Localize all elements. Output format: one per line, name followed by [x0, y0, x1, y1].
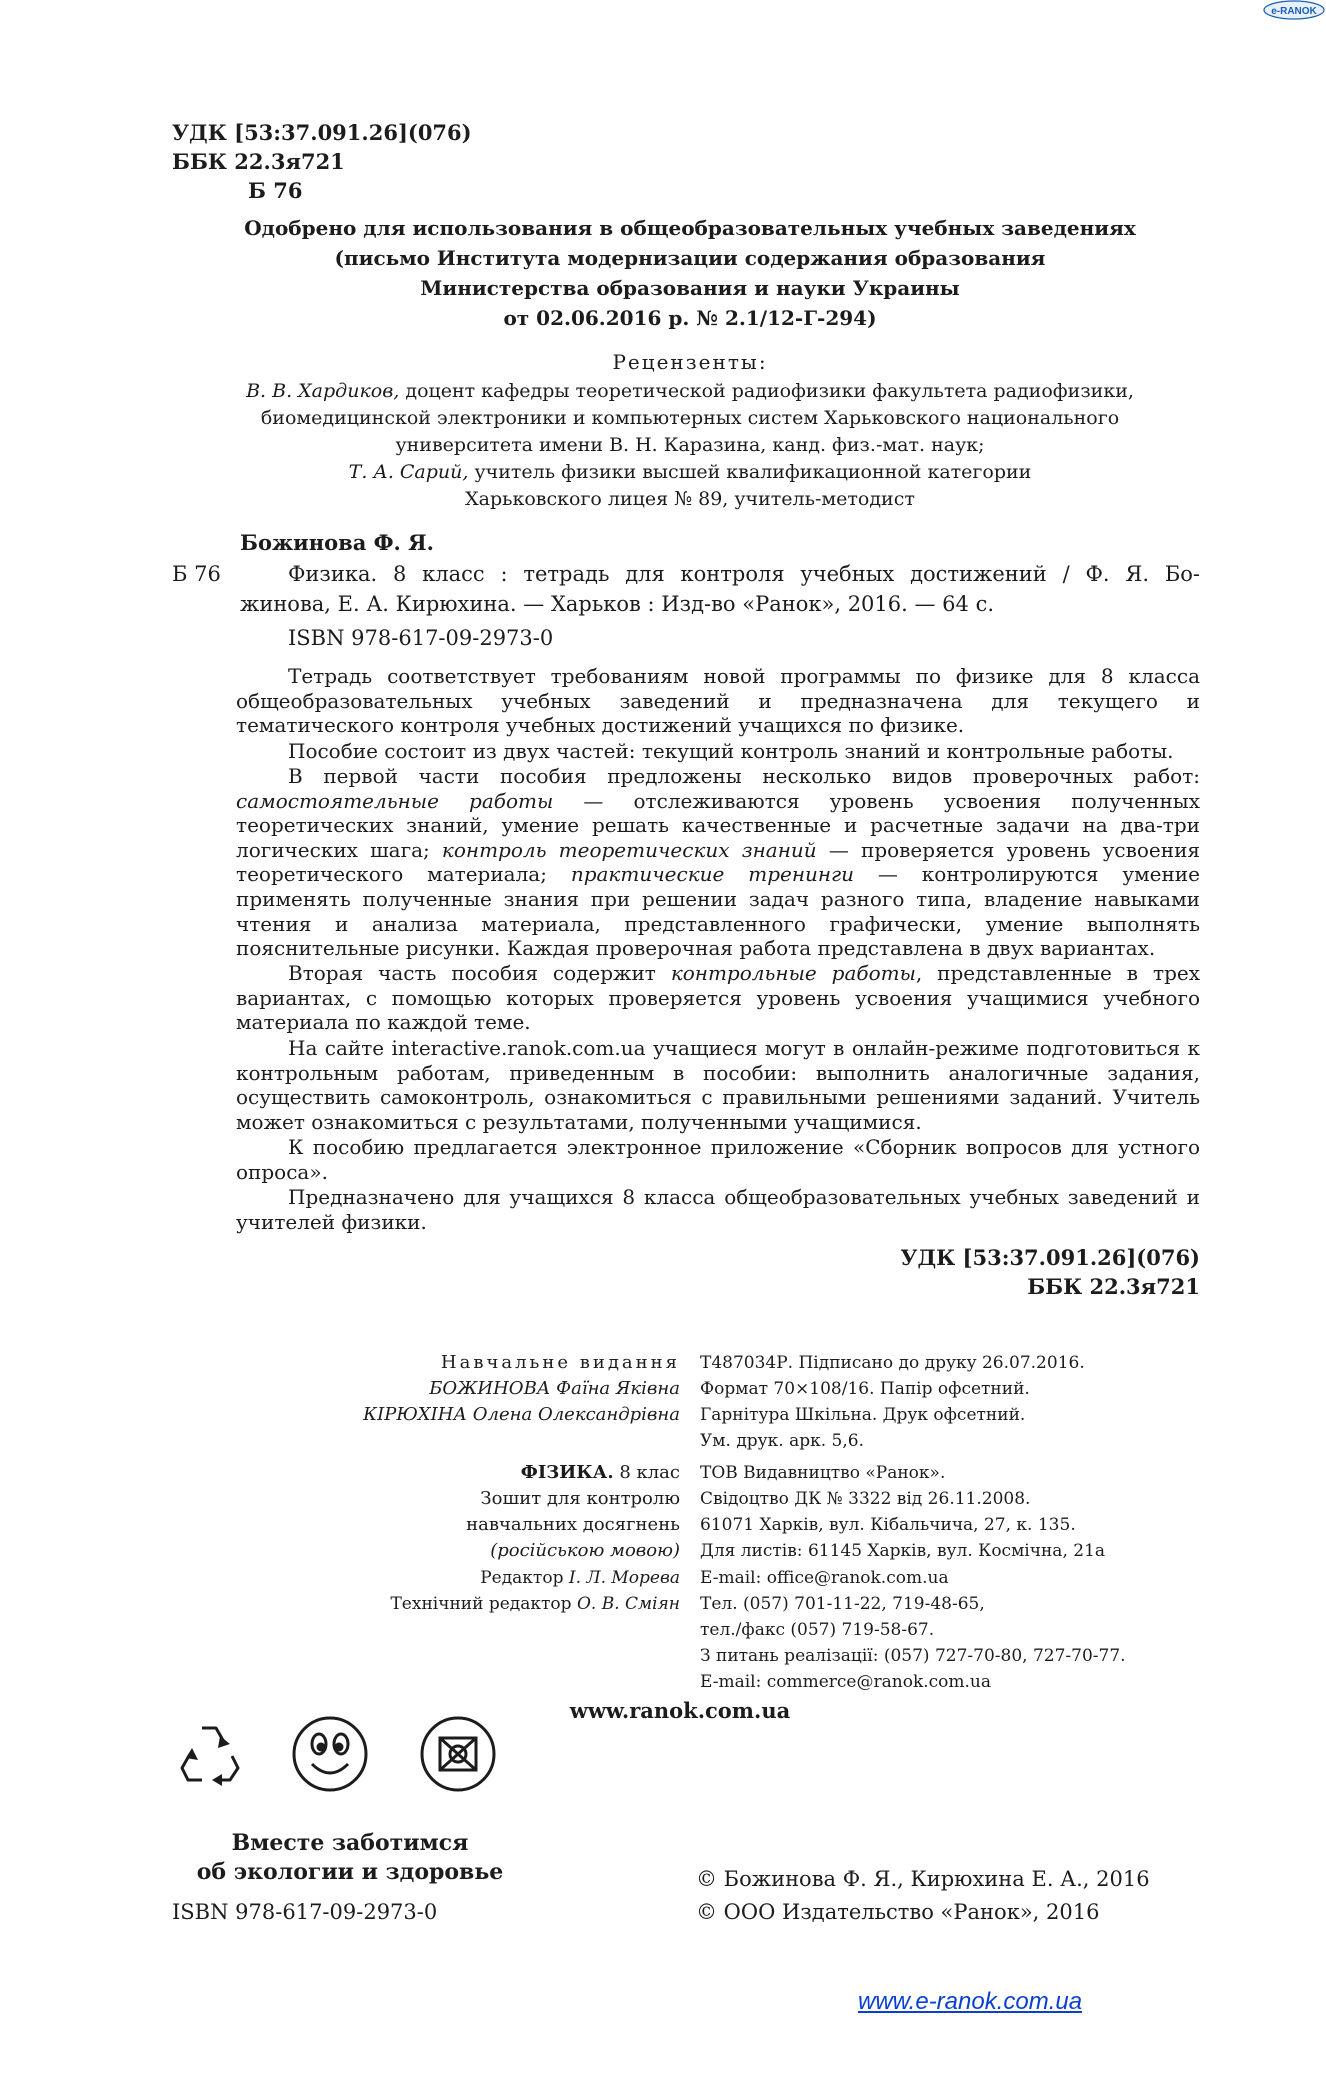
eco-slogan-line-2: об экологии и здоровье	[196, 1859, 504, 1885]
imprint-line: Тел. (057) 701-11-22, 719-48-65,	[700, 1594, 985, 1614]
imprint-email-commerce[interactable]: E-mail: commerce@ranok.com.ua	[700, 1672, 992, 1692]
imprint-line: тел./факс (057) 719-58-67.	[700, 1620, 935, 1640]
annotation-p4: Вторая часть пособия содержит контрольные работы, представленные в трех вариантах, с помощью которых проверяется уровень усвоения учащимися учебного материала по каждой теме.	[236, 961, 1200, 1035]
imprint-line: 61071 Харків, вул. Кібальчича, 27, к. 135.	[700, 1515, 1076, 1535]
imprint-line: Свідоцтво ДК № 3322 від 26.11.2008.	[700, 1489, 1031, 1509]
imprint-line: Формат 70×108/16. Папір офсетний.	[700, 1379, 1030, 1399]
imprint-line: ТОВ Видавництво «Ранок».	[700, 1463, 946, 1483]
e-ranok-link[interactable]: www.e-ranok.com.ua	[858, 1988, 1083, 2015]
edition-type: Навчальне видання	[440, 1352, 680, 1373]
editor: Редактор І. Л. Морева	[480, 1568, 680, 1588]
imprint-line: Т487034Р. Підписано до друку 26.07.2016.	[700, 1353, 1085, 1373]
em-practice: практические тренинги	[570, 862, 855, 887]
reviewer-2-line-2: Харьковского лицея № 89, учитель-методист	[465, 488, 915, 510]
imprint-line: Гарнітура Шкільна. Друк офсетний.	[700, 1405, 1026, 1425]
e-ranok-corner-logo[interactable]	[1262, 0, 1326, 22]
book-subtitle-2: навчальних досягнень	[466, 1514, 680, 1535]
em-theory-control: контроль теоретических знаний	[441, 837, 817, 862]
imprint-line: Для листів: 61145 Харків, вул. Космічна, 21а	[700, 1541, 1106, 1561]
biblio-line-1: Физика. 8 класс : тетрадь для контроля учебных достижений / Ф. Я. Бо-	[288, 562, 1200, 586]
biblio-line-2: жинова, Е. А. Кирюхина. — Харьков : Изд-во «Ранок», 2016. — 64 с.	[240, 592, 995, 616]
imprint-email-office[interactable]: E-mail: office@ranok.com.ua	[700, 1568, 949, 1588]
udk-code: УДК [53:37.091.26](076)	[172, 120, 472, 145]
book-title: ФІЗИКА. 8 клас	[520, 1462, 680, 1483]
imprint-line: З питань реалізації: (057) 727-70-80, 727-70-77.	[700, 1646, 1126, 1666]
copyright-authors: © Божинова Ф. Я., Кирюхина Е. А., 2016	[696, 1867, 1150, 1891]
footer-bbk: ББК 22.3я721	[1027, 1274, 1200, 1299]
bottom-isbn: ISBN 978-617-09-2973-0	[172, 1900, 438, 1924]
imprint-line: Ум. друк. арк. 5,6.	[700, 1431, 864, 1451]
annotation-p5: На сайте interactive.ranok.com.ua учащиеся могут в онлайн-режиме подготовиться к контрольным работам, приведенным в пособии: выполнить аналогичные задания, осуществить самоконтроль, ознакомиться с правильными решениями заданий. Учитель может ознакомиться с результатами, полученными учащимися.	[236, 1036, 1200, 1134]
annotation-p1: Тетрадь соответствует требованиям новой программы по физике для 8 класса общеобразовательных учебных заведений и предназначена для текущего и тематического контроля учебных достижений учащихся по физике.	[236, 664, 1200, 738]
approval-line-4: от 02.06.2016 р. № 2.1/12-Г-294)	[503, 306, 877, 330]
corner-logo-text: e-RANOK	[1271, 6, 1317, 17]
em-self-work: самостоятельные работы	[236, 788, 554, 813]
approval-line-3: Министерства образования и науки Украины	[420, 276, 960, 300]
eco-slogan-line-1: Вместе заботимся	[231, 1830, 469, 1856]
no-chlorine-icon	[418, 1714, 498, 1794]
annotation-p2: Пособие состоит из двух частей: текущий контроль знаний и контрольные работы.	[288, 739, 1174, 763]
smiley-icon	[290, 1714, 370, 1794]
reviewers-heading: Рецензенты:	[612, 350, 768, 374]
approval-line-1: Одобрено для использования в общеобразовательных учебных заведениях	[244, 216, 1136, 240]
recycle-icon	[172, 1714, 252, 1794]
footer-udk: УДК [53:37.091.26](076)	[900, 1245, 1200, 1270]
reviewer-1-line-2: биомедицинской электроники и компьютерных систем Харьковского национального	[260, 407, 1120, 429]
book-language: (російською мовою)	[490, 1540, 680, 1561]
author-2: КІРЮХІНА Олена Олександрівна	[363, 1404, 680, 1425]
annotation-p3: В первой части пособия предложены несколько видов проверочных работ: самостоятельные работы — отслеживаются уровень усвоения полученных теоретических знаний, умение решать качественные и расчетные задачи на два-три логических шага; контроль теоретических знаний — проверяется уровень усвоения теоретического материала; практические тренинги — контролируются умение применять полученные знания при решении задач разного типа, владение навыками чтения и анализа материала, представленного графически, умение выполнять пояснительные рисунки. Каждая проверочная работа представлена в двух вариантах.	[236, 764, 1201, 961]
copyright-publisher: © ООО Издательство «Ранок», 2016	[696, 1900, 1100, 1924]
reviewer-1-line-3: университета имени В. Н. Каразина, канд. физ.-мат. наук;	[395, 434, 985, 456]
annotation-p7: Предназначено для учащихся 8 класса общеобразовательных учебных заведений и учителей физики.	[236, 1185, 1200, 1234]
biblio-code: Б 76	[172, 562, 221, 586]
reviewer-2-name: Т. А. Сарий,	[348, 461, 469, 483]
biblio-isbn: ISBN 978-617-09-2973-0	[288, 626, 554, 650]
book-subtitle-1: Зошит для контролю	[480, 1488, 680, 1509]
em-control-works: контрольные работы	[670, 961, 916, 985]
annotation-p6: К пособию предлагается электронное приложение «Сборник вопросов для устного опроса».	[236, 1135, 1200, 1184]
author-mark: Б 76	[248, 178, 303, 203]
reviewer-1-line-1: В. В. Хардиков, доцент кафедры теоретической радиофизики факультета радиофизики,	[246, 380, 1134, 402]
reviewer-1-name: В. В. Хардиков,	[246, 380, 400, 402]
publisher-website[interactable]: www.ranok.com.ua	[569, 1698, 791, 1723]
author-1: БОЖИНОВА Фаїна Яківна	[429, 1378, 680, 1399]
approval-line-2: (письмо Института модернизации содержания образования	[334, 246, 1046, 270]
bbk-code: ББК 22.3я721	[172, 149, 345, 174]
tech-editor: Технічний редактор О. В. Сміян	[390, 1594, 680, 1614]
biblio-author: Божинова Ф. Я.	[240, 530, 434, 555]
reviewer-2-line-1: Т. А. Сарий, учитель физики высшей квалификационной категории	[348, 461, 1032, 483]
